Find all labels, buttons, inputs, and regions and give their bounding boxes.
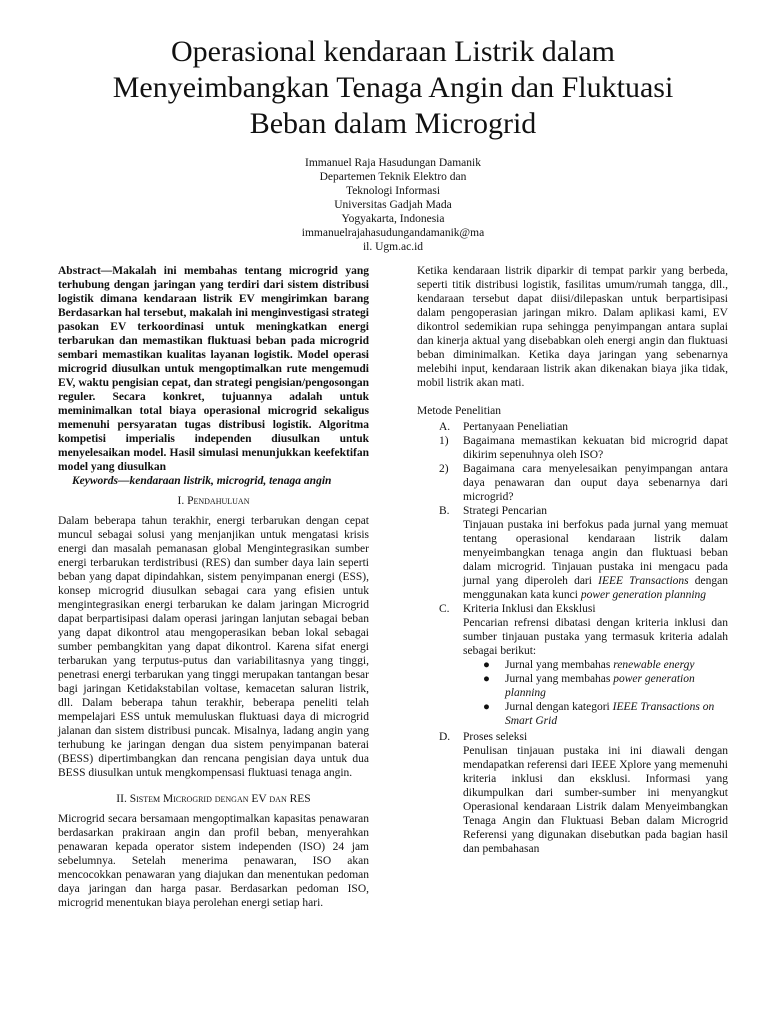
subsection-d-label: D. — [439, 731, 451, 743]
two-column-body — [58, 264, 728, 910]
bullet-icon: ● — [483, 659, 490, 671]
section-1-heading: I. Pendahuluan — [177, 495, 250, 507]
bullet-icon: ● — [483, 673, 490, 685]
author-email-2: il. Ugm.ac.id — [362, 241, 424, 253]
subsection-d-text: Penulisan tinjauan pustaka ini ini diawali dengan mendapatkan referensi dari IEEE Xplore yang memenuhi kriteria inklusi dan eksklusi. Informasi yang dikumpulkan dari sumber-sumber ini menyangkut Operasional kendaraan Listrik dalam Menyeimbangkan Tenaga Angin dan Fluktuasi Beban dalam Microgrid Referensi yang digunakan disebutkan pada bagian hasil dan pembahasan — [463, 745, 728, 855]
criteria-item-text: Jurnal yang membahas renewable energy — [505, 659, 695, 671]
subsection-c-text: Pencarian refrensi dibatasi dengan kriteria inklusi dan sumber tinjauan pustaka yang termasuk kriteria adalah sebagai berikut: — [463, 617, 728, 657]
criteria-item-text: Jurnal yang membahas power generation planning — [505, 673, 695, 699]
section-2-heading: II. Sistem Microgrid dengan EV dan RES — [116, 793, 311, 805]
subsection-b-text-1: Tinjauan pustaka ini berfokus pada jurnal yang memuat tentang operasional kendaraan listrik dalam menyeimbangkan tenaga angin dan fluktuasi beban dalam microgrid. Tinjauan pustaka ini mengacu pada jurnal yang diperoleh dari — [463, 519, 728, 587]
author-department-1: Departemen Teknik Elektro dan — [319, 171, 467, 183]
subsection-c-title: Kriteria Inklusi dan Eksklusi — [463, 603, 596, 615]
subsection-b-keyword: power generation planning — [580, 589, 707, 601]
subsection-b-label: B. — [439, 505, 450, 517]
question-2-text: Bagaimana cara menyelesaikan penyimpangan antara daya penawaran dan ouput daya sebenarnya dari microgrid? — [463, 463, 728, 503]
paper-title: Operasional kendaraan Listrik dalam Menyeimbangkan Tenaga Angin dan Fluktuasi Beban dalam Microgrid — [112, 35, 674, 140]
subsection-a-title: Pertanyaan Peneliatian — [463, 421, 569, 433]
subsection-b-text-2: dengan menggunakan kata kunci — [463, 575, 728, 601]
section-1-text: Dalam beberapa tahun terakhir, energi terbarukan dengan cepat muncul sebagai solusi yang menjanjikan untuk mengatasi krisis energi dan masalah pemanasan global Mengintegrasikan sumber energi terbarukan terdistribusi (RES) dan sumber daya lain seperti beban yang dapat dipindahkan, sistem penyimpanan energi (ESS), konsep microgrid diusulkan sebagai cara yang efisien untuk mengintegrasikan energi terbarukan ke dalam jaringan Microgrid dapat berpartisipasi dalam operasi jaringan lanjutan sebagai beban yang dapat dikontrol atau mengoperasikan beban lokal sebagai sumber pembangkitan yang dapat dikontrol. Karena sifat energi terbarukan yang terputus-putus dan variabilitasnya yang tinggi, penetrasi energi terbarukan yang tinggi merupakan tantangan besar bagi jaringan Ketidakstabilan voltase, kemacetan saluran listrik, dll. Dalam beberapa tahun terakhir, beberapa peneliti telah mempelajari ESS untuk memuluskan fluktuasi daya di microgrid jalanan dan sistem distribusi puncak. Misalnya, ladang angin yang terhubung ke jaringan dengan dua sistem penyimpanan baterai (BESS) dipertimbangkan dan rencana pengisian daya untuk dua BESS diusulkan untuk mengkompensasi fluktuasi tenaga angin. — [58, 515, 369, 779]
subsection-c — [417, 602, 728, 616]
question-1-label: 1) — [439, 435, 449, 447]
subsection-b — [417, 504, 728, 518]
abstract: Abstract—Makalah ini membahas tentang microgrid yang terhubung dengan jaringan yang terdiri dari sistem distribusi logistik dimana kendaraan listrik EV mengirimkan barang Berdasarkan hal tersebut, makalah ini menginvestigasi strategi pasokan EV terkoordinasi untuk meningkatkan energi terbarukan dan memastikan fluktuasi beban pada microgrid sembari memastikan kualitas layanan logistik. Model operasi microgrid diusulkan untuk mengoptimalkan rute mengemudi EV, waktu pengisian cepat, dan strategi pengisian/pengosongan reguler. Secara konkret, tujuannya adalah untuk meminimalkan total biaya operasional microgrid sekaligus memenuhi persyaratan tugas distribusi logistik. Algoritma kompetisi imperialis independen diusulkan untuk menyelesaikan model. Hasil simulasi menunjukkan keefektifan model yang diusulkan — [58, 265, 369, 473]
subsection-b-text — [417, 518, 728, 602]
method-heading: Metode Penelitian — [417, 405, 501, 417]
subsection-a-label: A. — [439, 421, 451, 433]
right-column — [417, 264, 728, 910]
bullet-icon: ● — [483, 701, 490, 713]
question-1-text: Bagaimana memastikan kekuatan bid microgrid dapat dikirim sepenuhnya oleh ISO? — [463, 435, 728, 461]
criteria-item — [417, 658, 728, 672]
right-intro-paragraph: Ketika kendaraan listrik diparkir di tempat parkir yang berbeda, seperti titik distribusi logistik, fasilitas umum/rumah tangga, dll., kendaraan tersebut dapat diisi/dilepaskan untuk berpartisipasi dalam pengoperasian jaringan mikro. Dalam aplikasi kami, EV dikontrol sedemikian rupa sehingga penyimpangan antara suplai dan kinerja aktual yang disebabkan oleh energi angin dan fluktuasi beban diminimalkan. Ketika daya jaringan yang sebenarnya melebihi input, kendaraan listrik akan dikenakan biaya jika tidak, mobil listrik akan mati. — [417, 265, 728, 389]
subsection-b-source: IEEE Transactions — [598, 575, 689, 587]
author-city: Yogyakarta, Indonesia — [341, 213, 445, 225]
author-block — [58, 156, 728, 254]
question-2-label: 2) — [439, 463, 449, 475]
question-1 — [417, 434, 728, 462]
subsection-a — [417, 420, 728, 434]
question-2 — [417, 462, 728, 504]
subsection-b-title: Strategi Pencarian — [463, 505, 547, 517]
author-email-1: immanuelrajahasudungandamanik@ma — [301, 227, 485, 239]
subsection-d-title: Proses seleksi — [463, 731, 528, 743]
subsection-c-label: C. — [439, 603, 450, 615]
criteria-item — [417, 700, 728, 728]
subsection-d — [417, 730, 728, 744]
left-column — [58, 264, 369, 910]
criteria-item-text: Jurnal dengan kategori IEEE Transactions on Smart Grid — [505, 701, 715, 727]
author-department-2: Teknologi Informasi — [345, 185, 441, 197]
section-2-text: Microgrid secara bersamaan mengoptimalkan kapasitas penawaran berdasarkan prakiraan angin dan profil beban, menyerahkan penawaran kepada operator sistem independen (ISO) 24 jam sebelumnya. Setelah menerima penawaran, ISO akan mencocokkan penawaran yang diajukan dan menentukan pedoman daya jaringan dan harga pasar. Berdasarkan pedoman ISO, microgrid menentukan biaya perolehan energi setiap hari. — [58, 813, 369, 909]
author-name: Immanuel Raja Hasudungan Damanik — [305, 157, 481, 169]
keywords: Keywords—kendaraan listrik, microgrid, tenaga angin — [72, 475, 332, 487]
author-university: Universitas Gadjah Mada — [334, 199, 452, 211]
criteria-item — [417, 672, 728, 700]
